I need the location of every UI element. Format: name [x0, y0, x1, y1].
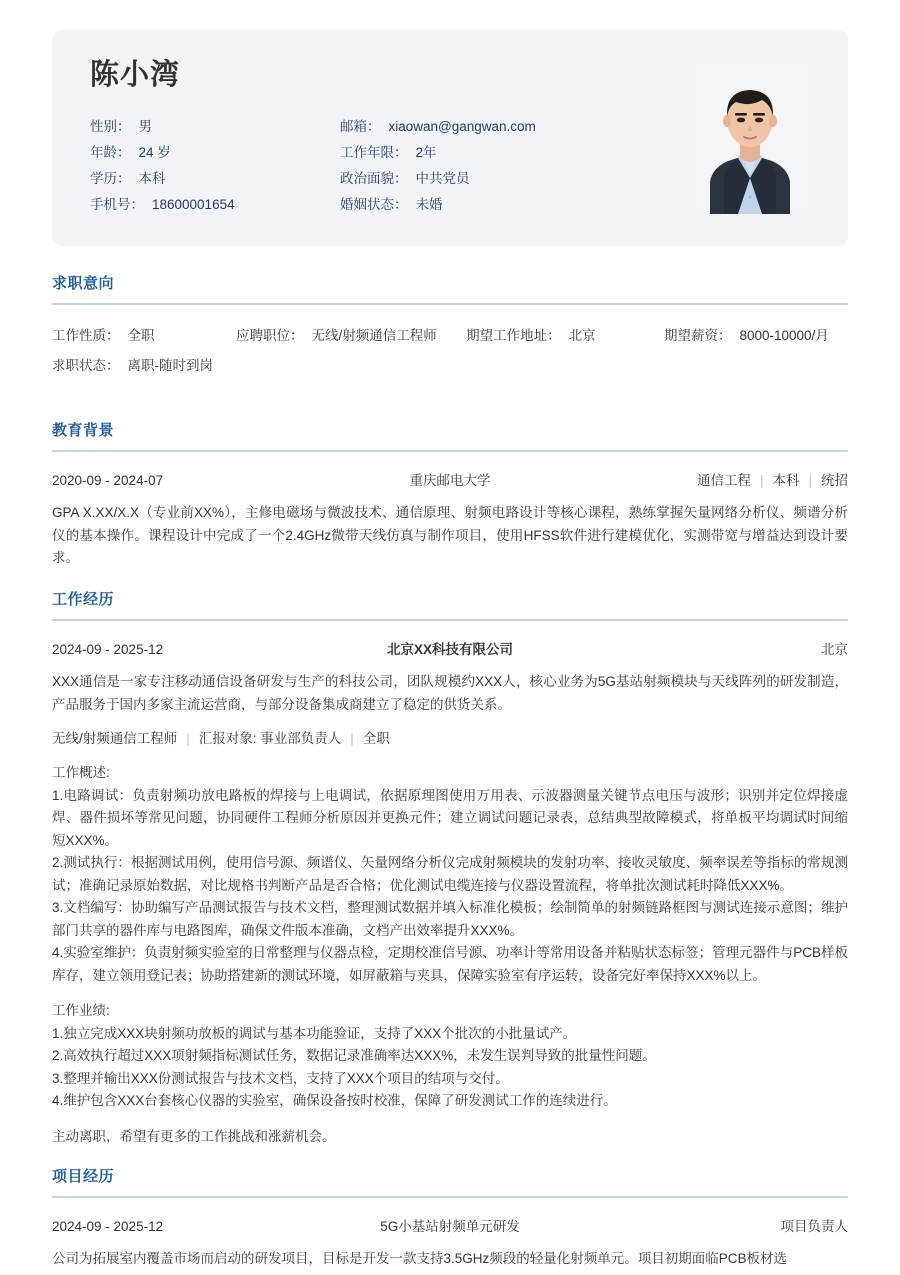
meta-separator: |	[186, 731, 190, 746]
work-achievement-title: 工作业绩:	[52, 1003, 110, 1018]
info-row-work-years	[340, 140, 670, 166]
info-label-phone: 手机号：	[90, 196, 144, 212]
education-tag-major: 通信工程	[696, 473, 751, 488]
info-row-email	[340, 114, 670, 140]
section-job-intention	[52, 272, 848, 381]
work-achievement-block	[52, 1000, 848, 1113]
section-title-work-experience: 工作经历	[52, 591, 115, 608]
education-entry-head	[52, 468, 848, 494]
value-job-salary: 8000-10000/月	[739, 328, 829, 343]
education-tag-admission: 统招	[821, 473, 848, 488]
work-overview-title: 工作概述:	[52, 765, 110, 780]
value-job-location: 北京	[568, 328, 596, 343]
info-label-marital-status: 婚姻状态：	[340, 196, 408, 212]
work-overview-item: 4.实验室维护：负责射频实验室的日常整理与仪器点检，定期校准信号源、功率计等常用设备并粘贴状态标签；管理元器件与PCB样板库存，建立领用登记表；协助搭建新的测试环境，如屏蔽箱与夹具，保障实验室有序运转，设备完好率保持XXX%以上。	[52, 945, 848, 983]
education-tag-degree: 本科	[772, 473, 800, 488]
work-job-title: 无线/射频通信工程师	[52, 731, 178, 746]
section-title-education: 教育背景	[52, 422, 115, 439]
info-label-gender: 性别：	[90, 118, 131, 134]
work-location: 北京	[821, 642, 848, 657]
project-date: 2024-09 - 2025-12	[52, 1219, 164, 1234]
project-role: 项目负责人	[780, 1219, 848, 1234]
project-entry-head	[52, 1214, 848, 1240]
info-row-gender	[90, 114, 340, 140]
job-intention-nature	[52, 321, 236, 351]
section-education	[52, 419, 848, 570]
job-intention-location	[466, 321, 664, 351]
section-title-project-experience: 项目经历	[52, 1168, 115, 1185]
job-intention-salary	[664, 321, 848, 351]
meta-separator: |	[350, 731, 354, 746]
info-label-political-status: 政治面貌：	[340, 170, 408, 186]
tag-separator: |	[808, 473, 812, 488]
basic-info-left-column	[90, 114, 340, 218]
label-job-status: 求职状态：	[52, 358, 120, 373]
label-job-salary: 期望薪资：	[663, 328, 732, 343]
job-intention-status	[52, 351, 252, 381]
info-value-education: 本科	[138, 170, 166, 186]
info-label-email: 邮箱：	[340, 118, 381, 134]
section-divider	[52, 1196, 848, 1198]
section-divider	[52, 450, 848, 452]
info-value-political-status: 中共党员	[415, 170, 470, 186]
spacer	[52, 987, 848, 1000]
tag-separator: |	[759, 473, 764, 488]
value-job-nature: 全职	[127, 328, 155, 343]
info-row-age	[90, 140, 340, 166]
work-meta-row	[52, 726, 848, 752]
work-achievement-item: 4.维护包含XXX台套核心仪器的实验室，确保设备按时校准，保障了研发测试工作的连续进行。	[52, 1093, 617, 1108]
work-company-description: XXX通信是一家专注移动通信设备研发与生产的科技公司，团队规模约XXX人，核心业务为5G基站射频模块与天线阵列的研发制造，产品服务于国内多家主流运营商，与部分设备集成商建立了稳定的供货关系。	[52, 674, 848, 712]
label-job-position: 应聘职位：	[236, 328, 304, 343]
project-description: 公司为拓展室内覆盖市场而启动的研发项目，目标是开发一款支持3.5GHz频段的轻量化射频单元。项目初期面临PCB板材选	[52, 1251, 788, 1266]
education-description: GPA X.XX/X.X（专业前XX%），主修电磁场与微波技术、通信原理、射频电路设计等核心课程，熟练掌握矢量网络分析仪、频谱分析仪的基本操作。课程设计中完成了一个2.4GHz微带天线仿真与制作项目，使用HFSS软件进行建模优化，实测带宽与增益达到设计要求。	[52, 505, 848, 565]
section-title-job-intention: 求职意向	[52, 275, 115, 292]
basic-info-grid	[90, 114, 710, 218]
info-value-marital-status: 未婚	[415, 196, 443, 212]
info-row-marital-status	[340, 192, 670, 218]
info-value-work-years: 2年	[415, 144, 437, 160]
work-achievement-item: 1.独立完成XXX块射频功放板的调试与基本功能验证，支持了XXX个批次的小批量试产。	[52, 1025, 577, 1041]
work-achievement-item: 3.整理并输出XXX份测试报告与技术文档，支持了XXX个项目的结项与交付。	[52, 1070, 509, 1086]
section-divider	[52, 619, 848, 621]
project-name: 5G小基站射频单元研发	[380, 1219, 520, 1234]
work-achievement-item: 2.高效执行超过XXX项射频指标测试任务，数据记录准确率达XXX%，未发生误判导致的批量性问题。	[52, 1048, 656, 1063]
info-row-political-status	[340, 166, 670, 192]
work-date: 2024-09 - 2025-12	[52, 642, 164, 657]
work-overview-block	[52, 762, 848, 987]
work-report-to: 汇报对象: 事业部负责人	[198, 731, 342, 746]
section-divider	[52, 303, 848, 305]
info-value-age: 24 岁	[138, 144, 171, 160]
work-entry-head	[52, 637, 848, 663]
value-job-status: 离职-随时到岗	[127, 358, 213, 373]
work-overview-item: 3.文档编写：协助编写产品测试报告与技术文档，整理测试数据并填入标准化模板；绘制简单的射频链路框图与测试连接示意图；维护部门共享的器件库与电路图库，确保文件版本准确，文档产出效率提升XXX%。	[52, 900, 848, 938]
info-label-work-years: 工作年限：	[340, 144, 408, 160]
work-employment-type: 全职	[362, 731, 390, 746]
candidate-name: 陈小湾	[90, 59, 181, 91]
info-value-phone: 18600001654	[152, 196, 235, 212]
label-job-location: 期望工作地址：	[466, 328, 561, 343]
education-tags	[548, 468, 848, 494]
info-label-education: 学历：	[90, 170, 131, 186]
job-intention-position	[236, 321, 466, 351]
work-company: 北京XX科技有限公司	[386, 642, 513, 657]
info-label-age: 年龄：	[90, 144, 131, 160]
section-work-experience	[52, 588, 848, 1148]
basic-info-right-column	[340, 114, 670, 218]
education-school: 重庆邮电大学	[409, 473, 491, 488]
work-overview-item: 2.测试执行：根据测试用例，使用信号源、频谱仪、矢量网络分析仪完成射频模块的发射功率、接收灵敏度、频率误差等指标的常规测试；准确记录原始数据，对比规格书判断产品是否合格；优化测试电缆连接与仪器设置流程，将单批次测试耗时降低XXX%。	[52, 855, 848, 893]
work-leave-reason: 主动离职，希望有更多的工作挑战和涨薪机会。	[52, 1128, 336, 1144]
label-job-nature: 工作性质：	[52, 328, 120, 343]
education-date: 2020-09 - 2024-07	[52, 473, 164, 488]
job-intention-row-1	[52, 321, 848, 351]
section-project-experience	[52, 1165, 848, 1271]
header-card	[52, 30, 848, 246]
info-row-phone	[90, 192, 340, 218]
spacer	[52, 1113, 848, 1126]
info-value-gender: 男	[138, 118, 152, 134]
work-overview-item: 1.电路调试：负责射频功放电路板的焊接与上电调试，依据原理图使用万用表、示波器测量关键节点电压与波形；识别并定位焊接虚焊、器件损坏等常见问题，协同硬件工程师分析原因并更换元件；建立调试问题记录表，总结典型故障模式，将单板平均调试时间缩短XXX%。	[52, 787, 848, 848]
info-row-education	[90, 166, 340, 192]
info-value-email: xiaowan@gangwan.com	[388, 118, 536, 134]
job-intention-row-2	[52, 351, 848, 381]
avatar	[690, 64, 810, 214]
value-job-position: 无线/射频通信工程师	[311, 328, 437, 343]
